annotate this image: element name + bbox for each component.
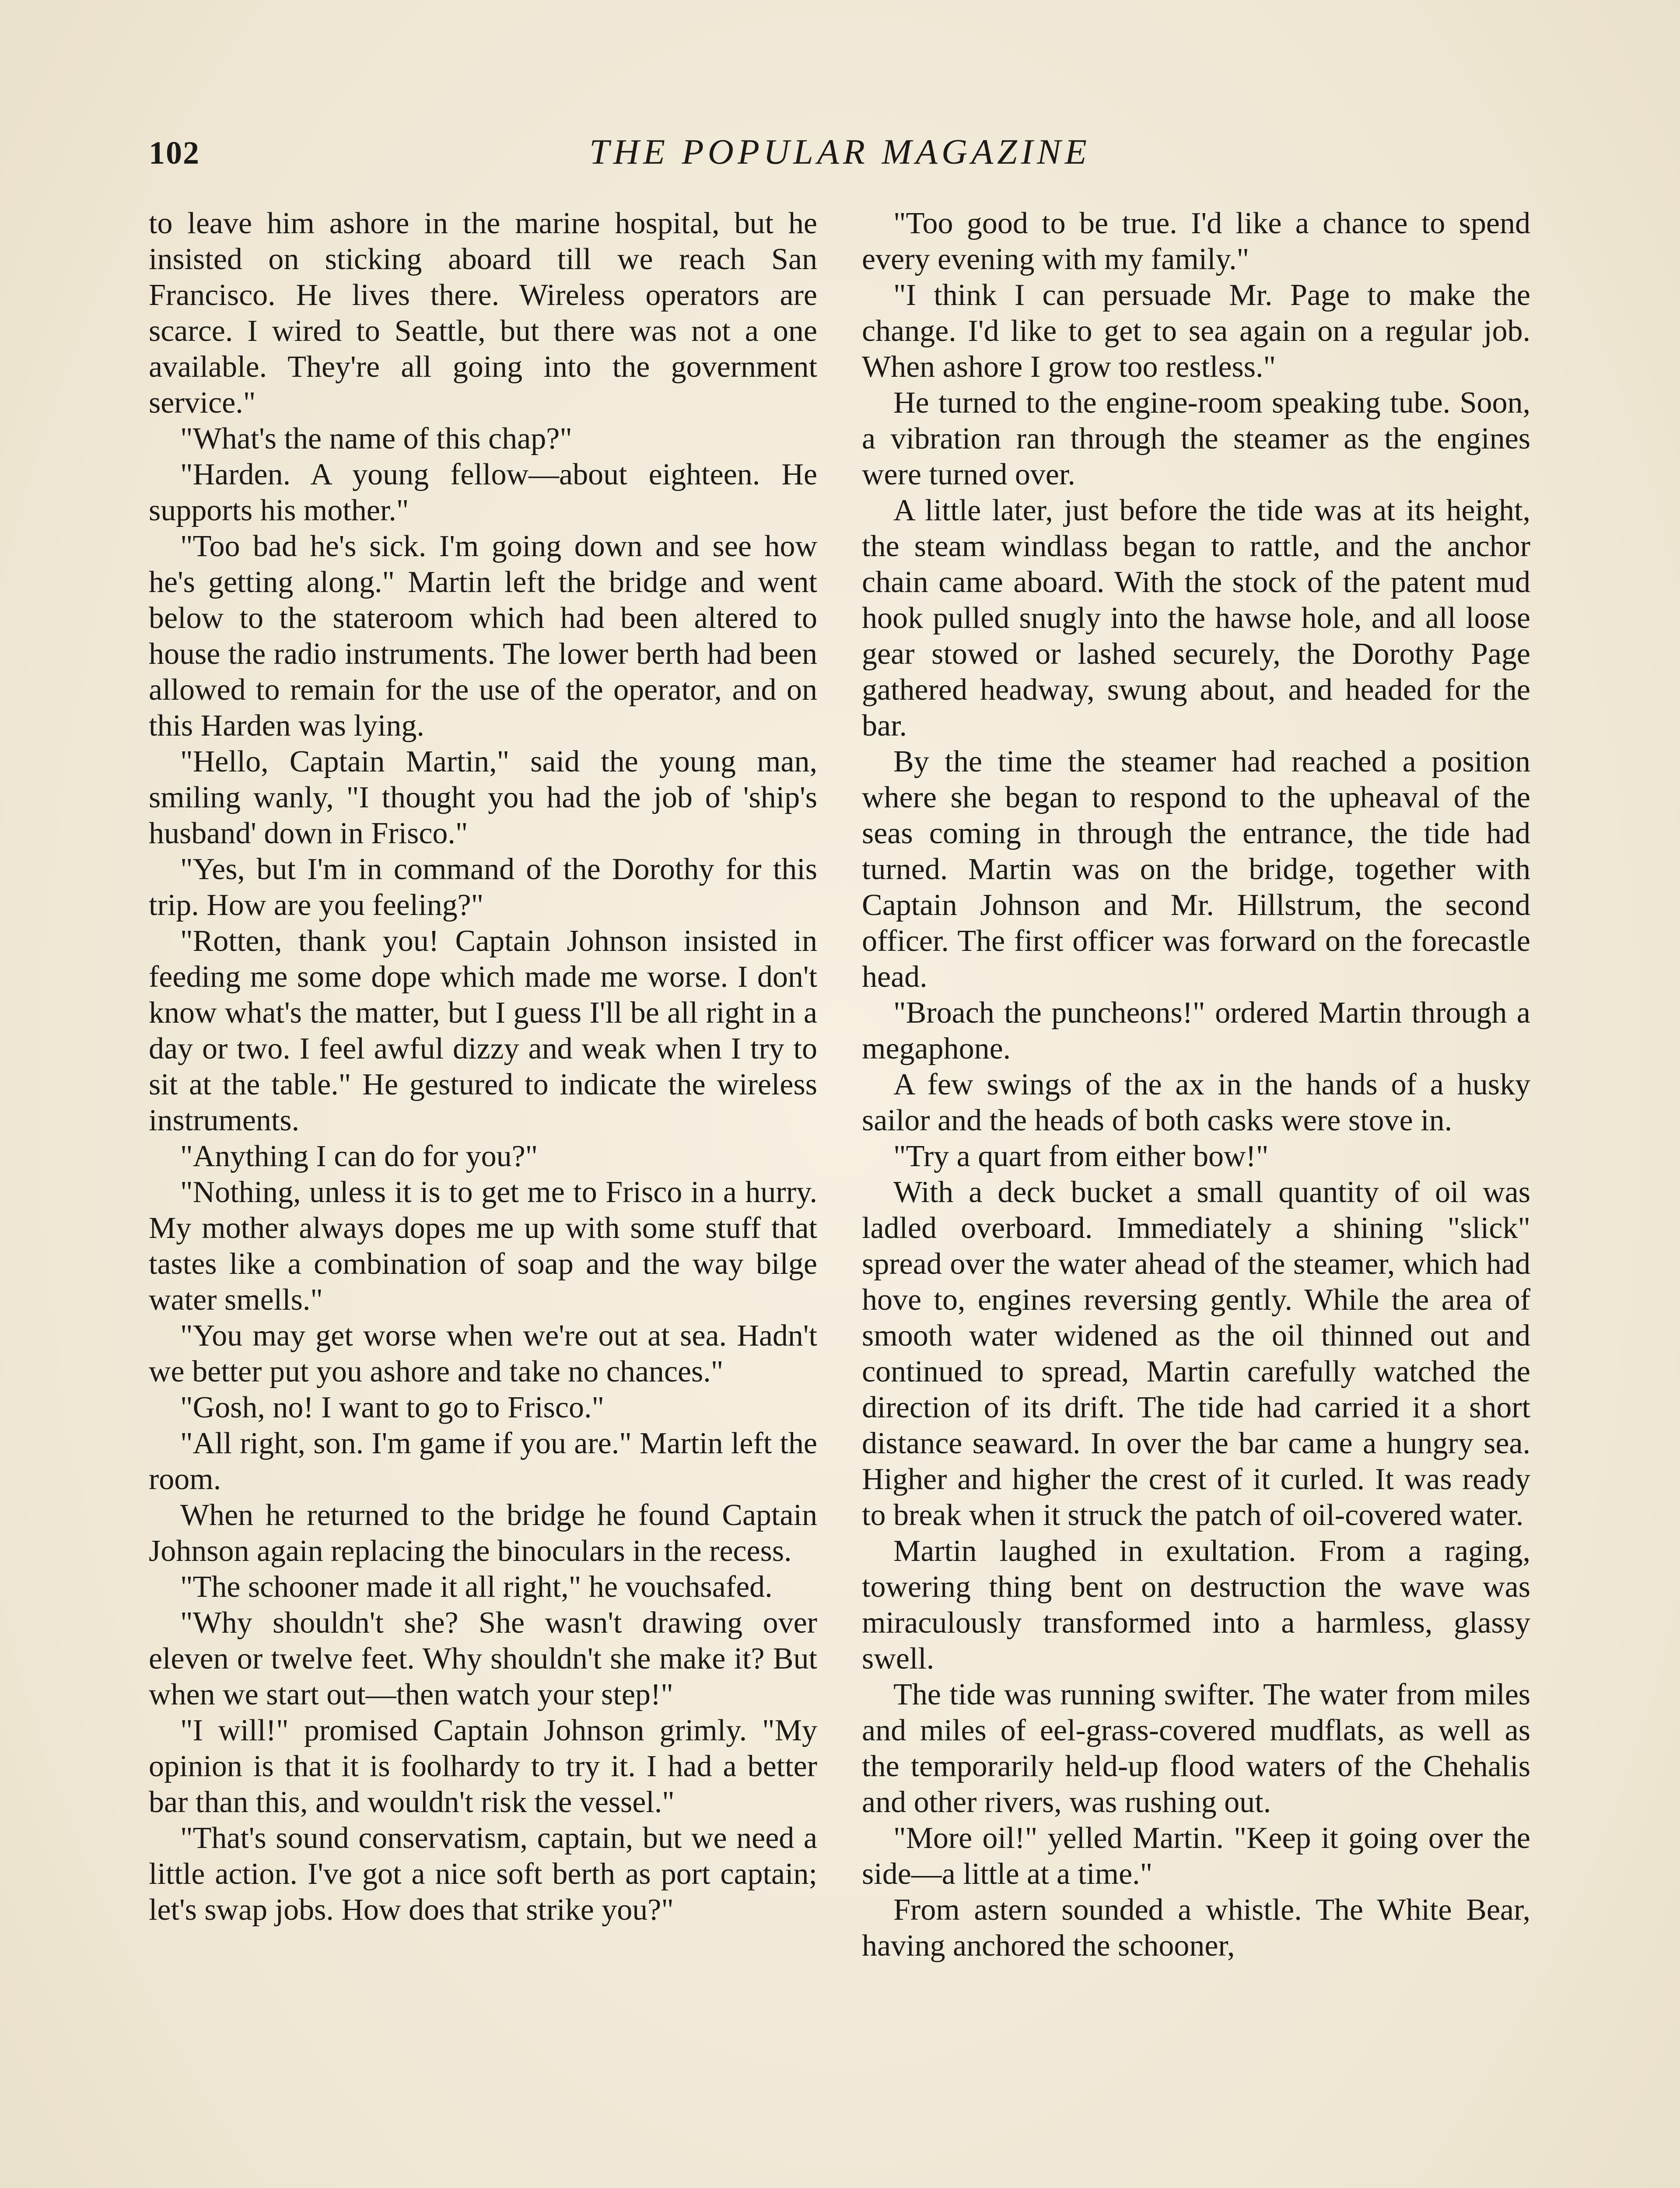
paragraph: A few swings of the ax in the hands of a husky sailor and the heads of both casks were stove in.	[862, 1068, 1530, 1137]
paragraph: "The schooner made it all right," he vouchsafed.	[180, 1570, 773, 1604]
paragraph: When he returned to the bridge he found Captain Johnson again replacing the binoculars in the recess.	[149, 1498, 817, 1568]
paragraph: With a deck bucket a small quantity of oil was ladled overboard. Immediately a shining "slick" spread over the water ahead of the steamer, which had hove to, engines reversing gently. While the area of smooth water widened as the oil thinned out and continued to spread, Martin carefully watched the direction of its drift. The tide had carried it a short distance seaward. In over the bar came a hungry sea. Higher and higher the crest of it curled. It was ready to break when it struck the patch of oil-covered water.	[862, 1175, 1530, 1532]
paragraph: "Anything I can do for you?"	[180, 1140, 538, 1173]
paragraph: "Broach the puncheons!" ordered Martin through a megaphone.	[862, 996, 1530, 1066]
paragraph: to leave him ashore in the marine hospital, but he insisted on sticking aboard till we reach San Francisco. He lives there. Wireless operators are scarce. I wired to Seattle, but there was not a one available. They're all going into the government service."	[149, 207, 817, 420]
paragraph: "Hello, Captain Martin," said the young man, smiling wanly, "I thought you had the job of 'ship's husband' down in Frisco."	[149, 745, 817, 850]
paragraph: "More oil!" yelled Martin. "Keep it going over the side—a little at a time."	[862, 1821, 1530, 1891]
left-text-column	[149, 206, 817, 2188]
paragraph: "Too good to be true. I'd like a chance to spend every evening with my family."	[862, 207, 1530, 276]
paragraph: "Harden. A young fellow—about eighteen. He supports his mother."	[149, 458, 817, 527]
paragraph: "Gosh, no! I want to go to Frisco."	[180, 1391, 605, 1424]
paragraph: A little later, just before the tide was at its height, the steam windlass began to rattle, and the anchor chain came aboard. With the stock of the patent mud hook pulled snugly into the hawse hole, and all loose gear stowed or lashed securely, the Dorothy Page gathered headway, swung about, and headed for the bar.	[862, 494, 1530, 743]
paragraph: "That's sound conservatism, captain, but we need a little action. I've got a nice soft berth as port captain; let's swap jobs. How does that strike you?"	[149, 1821, 817, 1927]
paragraph: From astern sounded a whistle. The White Bear, having anchored the schooner,	[862, 1893, 1530, 1963]
paragraph: "Nothing, unless it is to get me to Frisco in a hurry. My mother always dopes me up with some stuff that tastes like a combination of soap and the way bilge water smells."	[149, 1175, 817, 1317]
paragraph: The tide was running swifter. The water from miles and miles of eel-grass-covered mudflats, as well as the temporarily held-up flood waters of the Chehalis and other rivers, was rushing out.	[862, 1678, 1530, 1819]
paragraph: "Yes, but I'm in command of the Dorothy for this trip. How are you feeling?"	[149, 852, 817, 922]
paragraph: "Rotten, thank you! Captain Johnson insisted in feeding me some dope which made me worse. I don't know what's the matter, but I guess I'll be all right in a day or two. I feel awful dizzy and weak when I try to sit at the table." He gestured to indicate the wireless instruments.	[149, 924, 817, 1137]
paragraph: "You may get worse when we're out at sea. Hadn't we better put you ashore and take no chances."	[149, 1319, 817, 1389]
magazine-title: THE POPULAR MAGAZINE	[589, 132, 1091, 172]
paragraph: "Why shouldn't she? She wasn't drawing over eleven or twelve feet. Why shouldn't she make it? But when we start out—then watch your step!"	[149, 1606, 817, 1711]
paragraph: "All right, son. I'm game if you are." Martin left the room.	[149, 1427, 817, 1496]
paragraph: He turned to the engine-room speaking tube. Soon, a vibration ran through the steamer as the engines were turned over.	[862, 386, 1530, 491]
page-number: 102	[149, 135, 200, 171]
paragraph: "Try a quart from either bow!"	[893, 1140, 1269, 1173]
paragraph: "I think I can persuade Mr. Page to make the change. I'd like to get to sea again on a regular job. When ashore I grow too restless."	[862, 278, 1530, 384]
paragraph: "Too bad he's sick. I'm going down and see how he's getting along." Martin left the bridge and went below to the stateroom which had been altered to house the radio instruments. The lower berth had been allowed to remain for the use of the operator, and on this Harden was lying.	[149, 529, 817, 743]
paragraph: Martin laughed in exultation. From a raging, towering thing bent on destruction the wave was miraculously transformed into a harmless, glassy swell.	[862, 1534, 1530, 1676]
right-text-column	[862, 206, 1530, 2188]
paragraph: By the time the steamer had reached a position where she began to respond to the upheaval of the seas coming in through the entrance, the tide had turned. Martin was on the bridge, together with Captain Johnson and Mr. Hillstrum, the second officer. The first officer was forward on the forecastle head.	[862, 745, 1530, 994]
paragraph: "What's the name of this chap?"	[180, 422, 572, 456]
page-header	[149, 131, 1531, 184]
paragraph: "I will!" promised Captain Johnson grimly. "My opinion is that it is foolhardy to try it. I had a better bar than this, and wouldn't risk the vessel."	[149, 1714, 817, 1819]
